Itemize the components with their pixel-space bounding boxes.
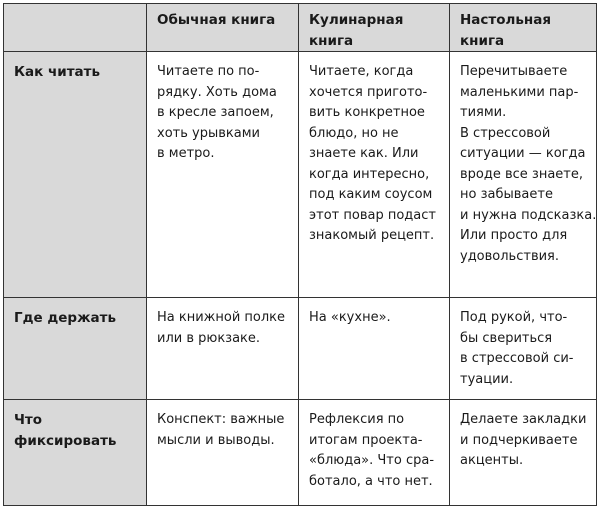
table-row-what-to-record <box>4 400 597 506</box>
cell-line: знаете как. Или <box>309 146 419 161</box>
comparison-table <box>3 3 597 506</box>
cell-line: вить конкретное <box>309 105 425 120</box>
table-row-where-to-keep <box>4 298 597 400</box>
cell-how-to-read-regular <box>147 52 299 298</box>
row-label-line: Где держать <box>14 310 116 326</box>
cell-line: Рефлексия по <box>309 412 405 427</box>
cell-line: и нужна подсказка. <box>460 207 597 223</box>
cell-line: хочется пригото- <box>309 84 428 100</box>
cell-line: Конспект: важные <box>157 412 285 427</box>
cell-line: На «кухне». <box>309 310 391 325</box>
cell-line: в стрессовой си- <box>460 351 574 366</box>
cell-how-to-read-cookbook <box>299 52 450 298</box>
row-label-where-to-keep <box>4 298 147 400</box>
cell-where-to-keep-desk <box>450 298 597 400</box>
cell-where-to-keep-regular <box>147 298 299 400</box>
cell-line: но забываете <box>460 187 553 202</box>
cell-how-to-read-desk <box>450 52 597 298</box>
row-label-line: Что <box>14 412 43 428</box>
cell-line: маленькими пар- <box>460 84 579 100</box>
cell-line: мысли и выводы. <box>157 432 275 448</box>
cell-line: удовольствия. <box>460 248 560 264</box>
cell-line: под каким соусом <box>309 187 433 202</box>
cell-line: Читаете, когда <box>309 64 414 79</box>
row-label-how-to-read <box>4 52 147 298</box>
header-row <box>4 4 597 52</box>
row-label-line: Как читать <box>14 64 101 80</box>
cell-line: тиями. <box>460 105 507 120</box>
cell-what-to-record-cookbook <box>299 400 450 506</box>
cell-line: На книжной полке <box>157 310 286 325</box>
cell-line: Перечитываете <box>460 64 568 79</box>
cell-where-to-keep-cookbook <box>299 298 450 400</box>
cell-line: в кресле запоем, <box>157 105 274 120</box>
header-desk-book: Настольная книга <box>450 4 597 52</box>
table-row-how-to-read <box>4 52 597 298</box>
cell-what-to-record-desk <box>450 400 597 506</box>
cell-line: блюдо, но не <box>309 125 399 141</box>
cell-line: или в рюкзаке. <box>157 330 261 346</box>
cell-line: этот повар подаст <box>309 207 436 223</box>
cell-line: «блюда». Что сра- <box>309 453 435 468</box>
cell-line: в метро. <box>157 146 215 161</box>
cell-line: Или просто для <box>460 228 568 243</box>
cell-what-to-record-regular <box>147 400 299 506</box>
cell-line: Читаете по по- <box>157 64 260 79</box>
cell-line: когда интересно, <box>309 166 430 182</box>
cell-line: Под рукой, что- <box>460 310 568 325</box>
row-label-line: фиксировать <box>14 432 117 449</box>
cell-line: и подчеркиваете <box>460 432 578 448</box>
cell-line: ситуации — когда <box>460 146 586 161</box>
cell-line: ботало, а что нет. <box>309 473 433 489</box>
header-corner-cell <box>4 4 147 52</box>
cell-line: вроде все знаете, <box>460 166 584 182</box>
header-cookbook: Кулинарная книга <box>299 4 450 52</box>
cell-line: бы свериться <box>460 330 553 346</box>
cell-line: В стрессовой <box>460 125 551 141</box>
header-regular-book: Обычная книга <box>147 4 299 52</box>
row-label-what-to-record <box>4 400 147 506</box>
cell-line: Делаете закладки <box>460 412 587 427</box>
cell-line: хоть урывками <box>157 125 260 141</box>
cell-line: акценты. <box>460 453 524 468</box>
cell-line: туации. <box>460 371 514 387</box>
cell-line: рядку. Хоть дома <box>157 84 277 100</box>
cell-line: итогам проекта- <box>309 432 423 448</box>
cell-line: знакомый рецепт. <box>309 228 435 243</box>
